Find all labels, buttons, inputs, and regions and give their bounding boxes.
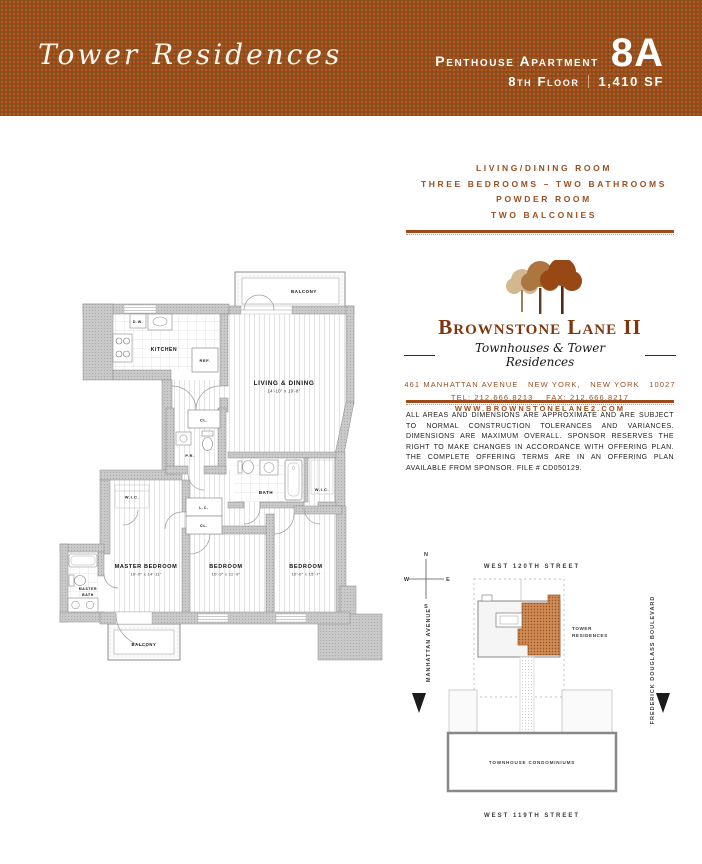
feature-item: THREE BEDROOMS – TWO BATHROOMS (421, 178, 667, 189)
dim-living-dining: 14'-10" x 19'-8" (267, 388, 301, 394)
walkway (520, 657, 534, 733)
dim-bedroom-2: 10'-9" x 11'-9" (211, 571, 241, 577)
powder-room-sink-icon (176, 432, 191, 445)
bath-sink-icon (260, 460, 278, 475)
street-label-douglass-blvd: FREDERICK DOUGLASS BOULEVARD (650, 595, 656, 725)
compass-e: E (446, 577, 450, 583)
brand-website: WWW.BROWNSTONELANE2.COM (454, 404, 626, 413)
unit-area-label: 1,410 SF (598, 74, 664, 89)
map-label-tower-1: TOWER (572, 626, 593, 631)
master-toilet-icon (69, 575, 86, 586)
brand-tagline: Townhouses & Tower Residences (474, 341, 606, 369)
feature-item: LIVING/DINING ROOM (475, 163, 613, 173)
compass-w: W (404, 577, 410, 583)
unit-floor-label: 8th Floor (508, 74, 580, 89)
powder-room-toilet-icon (202, 431, 213, 451)
brand-block (404, 260, 676, 415)
bathtub-icon (285, 460, 302, 500)
label-dishwasher: D.W. (132, 320, 144, 324)
room-label-closet-2: CL. (200, 524, 208, 528)
feature-list (410, 161, 678, 223)
header-banner (0, 0, 702, 116)
room-label-closet: CL. (200, 418, 208, 423)
brand-address: 461 MANHATTAN AVENUE NEW YORK, NEW YORK 10027 (404, 380, 676, 389)
tagline-rule-right (645, 355, 676, 356)
master-bathtub-icon (69, 554, 97, 567)
south-arrow-left-icon (412, 693, 426, 713)
site-map (404, 545, 700, 845)
street-label-west-120: WEST 120TH STREET (483, 564, 581, 570)
room-label-master-wic: W.I.C. (124, 494, 140, 500)
unit-number: 8A (610, 31, 664, 75)
compass-s: S (424, 604, 428, 610)
street-label-manhattan-ave: MANHATTAN AVENUE (426, 607, 432, 683)
map-label-tower-2: RESIDENCES (572, 633, 608, 638)
south-arrow-right-icon (656, 693, 670, 713)
dim-bedroom-3: 10'-0" x 15'-7" (291, 571, 321, 577)
room-label-master-bath-1: MASTER (78, 587, 98, 591)
divider-rule (406, 400, 674, 405)
map-label-townhouse: TOWNHOUSE CONDOMINIUMS (488, 760, 576, 765)
room-label-bedroom-2: BEDROOM (209, 564, 243, 570)
room-label-bedroom-3: BEDROOM (289, 564, 323, 570)
room-label-bath: BATH (258, 490, 274, 495)
floor-plan (52, 258, 392, 682)
room-label-master-bath-2: BATH (82, 593, 94, 597)
room-label-powder-room: P.R. (185, 454, 195, 458)
dim-master-bedroom: 10'-0" x 14'-11" (130, 571, 162, 577)
room-label-wic: W.I.C. (314, 487, 330, 492)
street-label-west-119: WEST 119TH STREET (483, 813, 581, 819)
brand-phone: TEL: 212.666.8213 FAX: 212.666.8217 (450, 392, 630, 402)
room-label-linen-closet: L.C. (199, 506, 209, 510)
feature-item: TWO BALCONIES (490, 209, 598, 220)
feature-item: POWDER ROOM (496, 194, 592, 204)
divider-rule (406, 230, 674, 235)
master-vanity-icon (68, 598, 98, 612)
tagline-rule-left (404, 355, 435, 356)
room-label-kitchen: KITCHEN (150, 347, 178, 353)
unit-type-label: Penthouse Apartment (435, 53, 599, 69)
room-label-balcony-bottom: BALCONY (131, 642, 157, 647)
trees-logo-icon (492, 260, 588, 316)
compass-icon (408, 559, 444, 599)
label-refrigerator: REF. (199, 358, 211, 363)
disclaimer-text: ALL AREAS AND DIMENSIONS ARE APPROXIMATE AND ARE SUBJECT TO NORMAL CONSTRUCTION TOLERANCES AND VARIANCES. DIMENSIONS ARE MAXIMUM OVERALL. SPONSOR RESERVES THE RIGHT TO MAKE CHANGES IN ACCORDANCE WITH OFFERING PLAN. THE COMPLETE OFFERING TERMS ARE IN AN OFFERING PLAN AVAILABLE FROM SPONSOR. FILE # CD050129. (406, 412, 674, 472)
building-block (449, 579, 612, 733)
brand-name: Brownstone Lane II (438, 315, 642, 339)
room-label-living-dining: LIVING & DINING (253, 380, 315, 387)
balcony-top (235, 272, 345, 310)
stove-icon (113, 334, 132, 362)
tower-residences-script: Tower Residences (38, 38, 343, 71)
unit-badge (435, 31, 664, 89)
compass-n: N (424, 552, 428, 558)
kitchen-sink-icon (148, 314, 172, 330)
room-label-master-bedroom: MASTER BEDROOM (114, 564, 178, 570)
room-label-balcony-top: BALCONY (291, 289, 317, 294)
bath-toilet-icon (238, 461, 254, 474)
divider-bar (588, 75, 589, 88)
